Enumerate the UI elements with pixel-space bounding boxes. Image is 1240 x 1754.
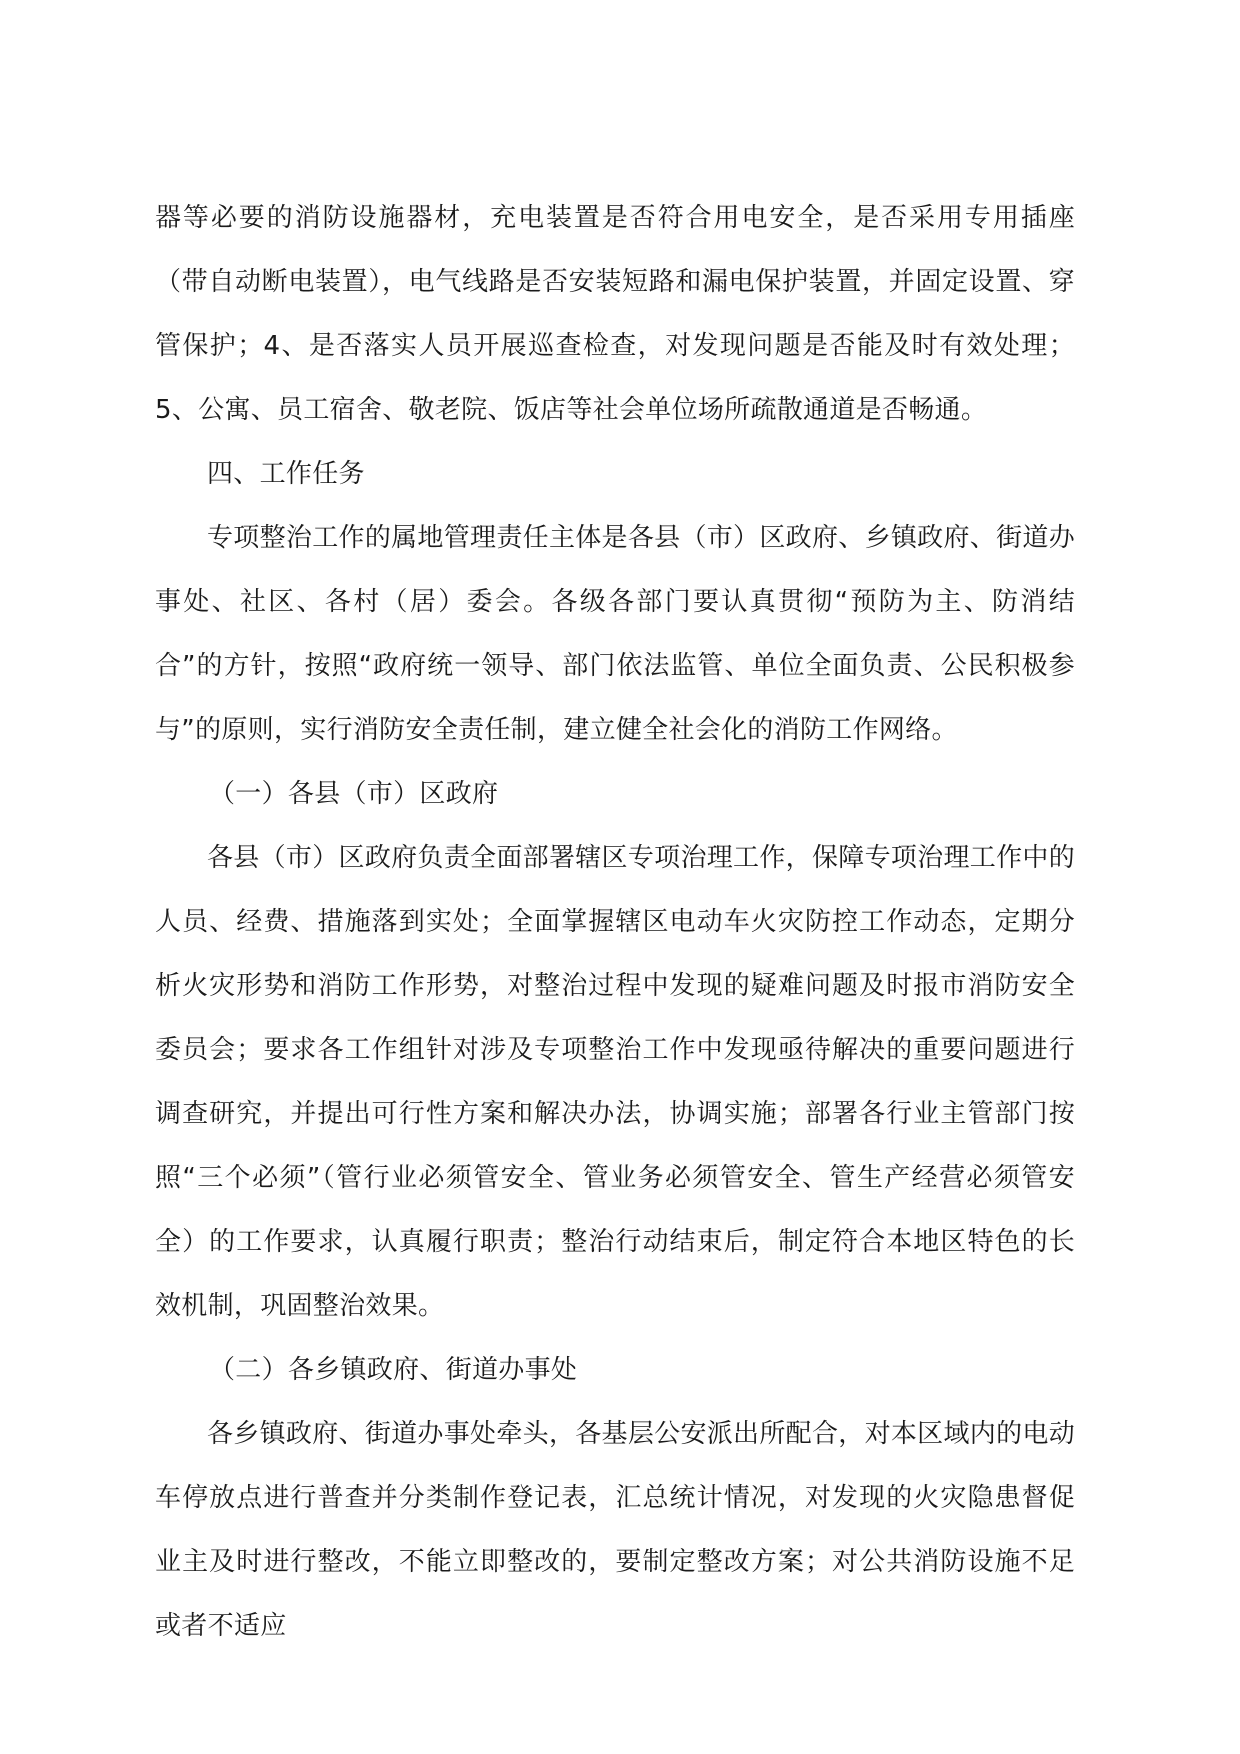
paragraph-county-government: 各县（市）区政府负责全面部署辖区专项治理工作，保障专项治理工作中的人员、经费、措施落到实处；全面掌握辖区电动车火灾防控工作动态，定期分析火灾形势和消防工作形势，对整治过程中发现的疑难问题及时报市消防安全委员会；要求各工作组针对涉及专项整治工作中发现亟待解决的重要问题进行调查研究，并提出可行性方案和解决办法，协调实施；部署各行业主管部门按照“三个必须”（管行业必须管安全、管业务必须管安全、管生产经营必须管安全）的工作要求，认真履行职责；整治行动结束后，制定符合本地区特色的长效机制，巩固整治效果。 [155,843,1075,1321]
subheading-county-government: （一）各县（市）区政府 [209,779,499,809]
document-body [155,186,1075,1658]
paragraph-township-government: 各乡镇政府、街道办事处牵头，各基层公安派出所配合，对本区域内的电动车停放点进行普查并分类制作登记表，汇总统计情况，对发现的火灾隐患督促业主及时进行整改，不能立即整改的，要制定整改方案；对公共消防设施不足或者不适应 [155,1419,1075,1641]
subheading-township-government: （二）各乡镇政府、街道办事处 [209,1355,578,1385]
paragraph-continuation: 器等必要的消防设施器材，充电装置是否符合用电安全，是否采用专用插座（带自动断电装置），电气线路是否安装短路和漏电保护装置，并固定设置、穿管保护；4、是否落实人员开展巡查检查，对发现问题是否能及时有效处理；5、公寓、员工宿舍、敬老院、饭店等社会单位场所疏散通道是否畅通。 [155,203,1075,425]
section-heading-work-tasks: 四、工作任务 [207,459,365,489]
paragraph-responsibility: 专项整治工作的属地管理责任主体是各县（市）区政府、乡镇政府、街道办事处、社区、各村（居）委会。各级各部门要认真贯彻“预防为主、防消结合”的方针，按照“政府统一领导、部门依法监管、单位全面负责、公民积极参与”的原则，实行消防安全责任制，建立健全社会化的消防工作网络。 [155,523,1075,745]
